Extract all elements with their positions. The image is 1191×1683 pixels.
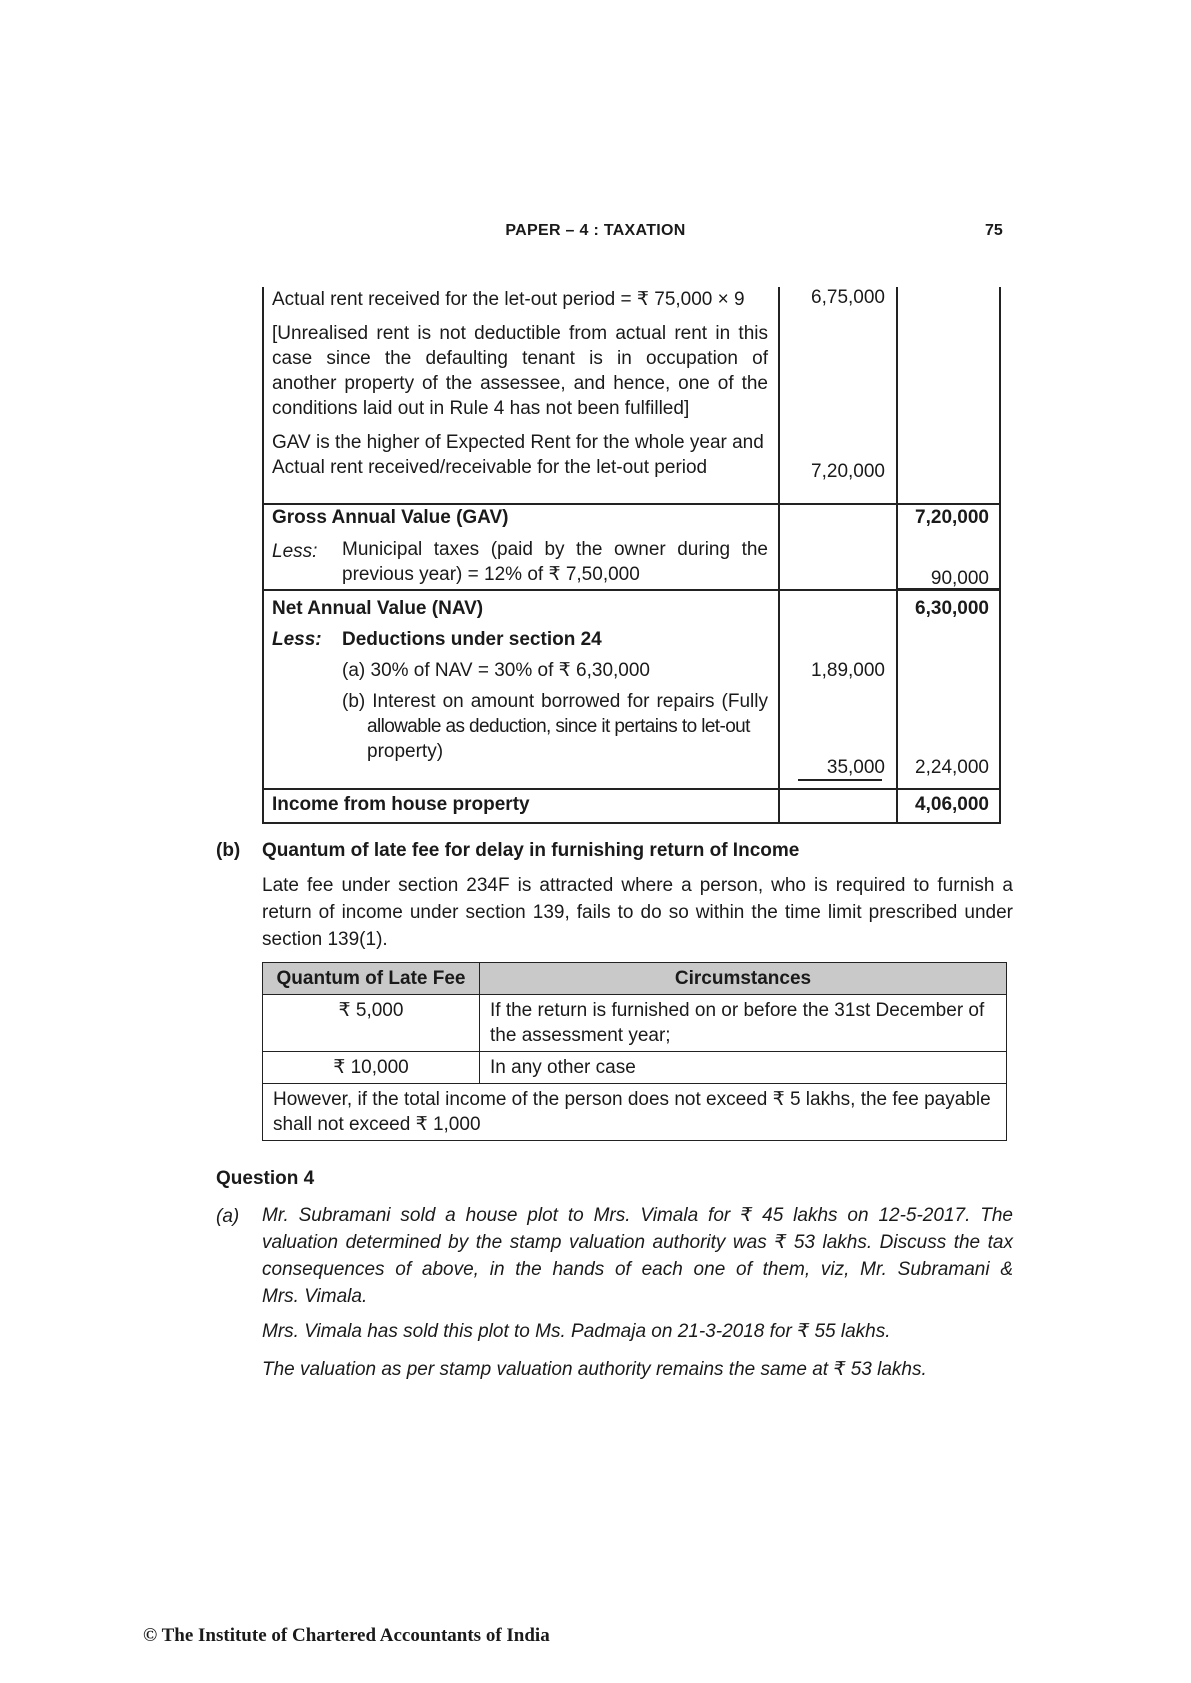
late-fee-cap-note: However, if the total income of the person does not exceed ₹ 5 lakhs, the fee payable shall not exceed ₹ 1,000 — [263, 1084, 1007, 1141]
unrealised-rent-note-line-4: conditions laid out in Rule 4 has not been fulfilled] — [272, 398, 690, 419]
table-column-divider-1 — [778, 287, 780, 824]
fee-cell: ₹ 10,000 — [263, 1052, 480, 1084]
unrealised-rent-note-line-2: case since the defaulting tenant is in occupation of — [272, 348, 768, 369]
table-row-note — [263, 1084, 1007, 1141]
table-border-left — [262, 287, 264, 824]
gav-total: 7,20,000 — [915, 507, 989, 528]
deduction-a-value: 1,89,000 — [811, 660, 885, 681]
section-b-title: Quantum of late fee for delay in furnishing return of Income — [262, 840, 800, 861]
copyright-footer: © The Institute of Chartered Accountants of India — [143, 1625, 550, 1646]
question-4a-label: (a) — [216, 1206, 240, 1227]
nav-row-rule — [262, 589, 1001, 591]
circumstance-cell: In any other case — [480, 1052, 1007, 1084]
question-4-title: Question 4 — [216, 1168, 315, 1189]
income-label: Income from house property — [272, 794, 530, 815]
late-fee-header-row — [263, 963, 1007, 995]
actual-rent-value: 6,75,000 — [811, 287, 885, 308]
section-b-paragraph — [262, 872, 1013, 953]
table-border-right — [999, 287, 1001, 824]
deductions-label: Deductions under section 24 — [342, 629, 602, 650]
nav-label: Net Annual Value (NAV) — [272, 598, 484, 619]
deduction-b-line-3: property) — [367, 741, 444, 762]
question-4a-line-4: Mrs. Vimala. — [262, 1286, 368, 1307]
table-row — [263, 1052, 1007, 1084]
page-number: 75 — [985, 222, 1003, 239]
municipal-less-prefix: Less: — [272, 541, 318, 562]
table-row — [263, 995, 1007, 1052]
gav-note-line-2: Actual rent received/receivable for the let-out period — [272, 457, 708, 478]
question-4a-paragraph-2: Mrs. Vimala has sold this plot to Ms. Padmaja on 21-3-2018 for ₹ 55 lakhs. — [262, 1321, 891, 1342]
unrealised-rent-note-line-1: [Unrealised rent is not deductible from actual rent in this — [272, 323, 768, 344]
gav-note-line-1: GAV is the higher of Expected Rent for the whole year and — [272, 432, 764, 453]
fee-cell: ₹ 5,000 — [263, 995, 480, 1052]
running-header: PAPER – 4 : TAXATION — [505, 222, 686, 239]
header-circumstances: Circumstances — [480, 963, 1007, 995]
question-4a-paragraph-3: The valuation as per stamp valuation authority remains the same at ₹ 53 lakhs. — [262, 1359, 927, 1380]
nav-total: 6,30,000 — [915, 598, 989, 619]
circumstance-cell: If the return is furnished on or before the 31st December of the assessment year; — [480, 995, 1007, 1052]
late-fee-table — [262, 962, 1007, 1141]
deduction-a-label: (a) 30% of NAV = 30% of ₹ 6,30,000 — [342, 660, 650, 681]
section-b-line-3: section 139(1). — [262, 929, 388, 950]
gav-label: Gross Annual Value (GAV) — [272, 507, 509, 528]
income-row-rule-top — [262, 788, 1001, 790]
deduction-b-line-1: (b) Interest on amount borrowed for repairs (Fully — [342, 691, 768, 712]
table-border-bottom — [262, 822, 1001, 824]
house-property-computation-table — [262, 287, 1001, 824]
municipal-line-2: previous year) = 12% of ₹ 7,50,000 — [342, 564, 640, 585]
section-b-label: (b) — [216, 840, 241, 861]
table-column-divider-2 — [896, 287, 898, 824]
deduction-b-value: 35,000 — [826, 757, 885, 778]
question-4a-line-1: Mr. Subramani sold a house plot to Mrs. Vimala for ₹ 45 lakhs on 12-5-2017. The — [262, 1205, 1013, 1226]
deductions-total: 2,24,000 — [915, 757, 989, 778]
municipal-line-1: Municipal taxes (paid by the owner during the — [342, 539, 768, 560]
municipal-value: 90,000 — [930, 568, 989, 589]
unrealised-rent-note-line-3: another property of the assessee, and hence, one of the — [272, 373, 768, 394]
section-b-line-1: Late fee under section 234F is attracted where a person, who is required to furnish a — [262, 875, 1013, 896]
section-b-line-2: return of income under section 139, fails to do so within the time limit prescribed under — [262, 902, 1013, 923]
income-total: 4,06,000 — [915, 794, 989, 815]
question-4a-line-2: valuation determined by the stamp valuation authority was ₹ 53 lakhs. Discuss the tax — [262, 1232, 1013, 1253]
gav-note-value: 7,20,000 — [811, 461, 885, 482]
actual-rent-label: Actual rent received for the let-out period = ₹ 75,000 × 9 — [272, 289, 745, 310]
question-4a-line-3: consequences of above, in the hands of each one of them, viz, Mr. Subramani & — [262, 1259, 1013, 1280]
header-quantum-of-late-fee: Quantum of Late Fee — [263, 963, 480, 995]
question-4a-paragraph-1 — [262, 1202, 1013, 1310]
deduction-b-line-2: allowable as deduction, since it pertains to let-out — [367, 716, 750, 737]
deductions-less-prefix: Less: — [272, 629, 322, 650]
